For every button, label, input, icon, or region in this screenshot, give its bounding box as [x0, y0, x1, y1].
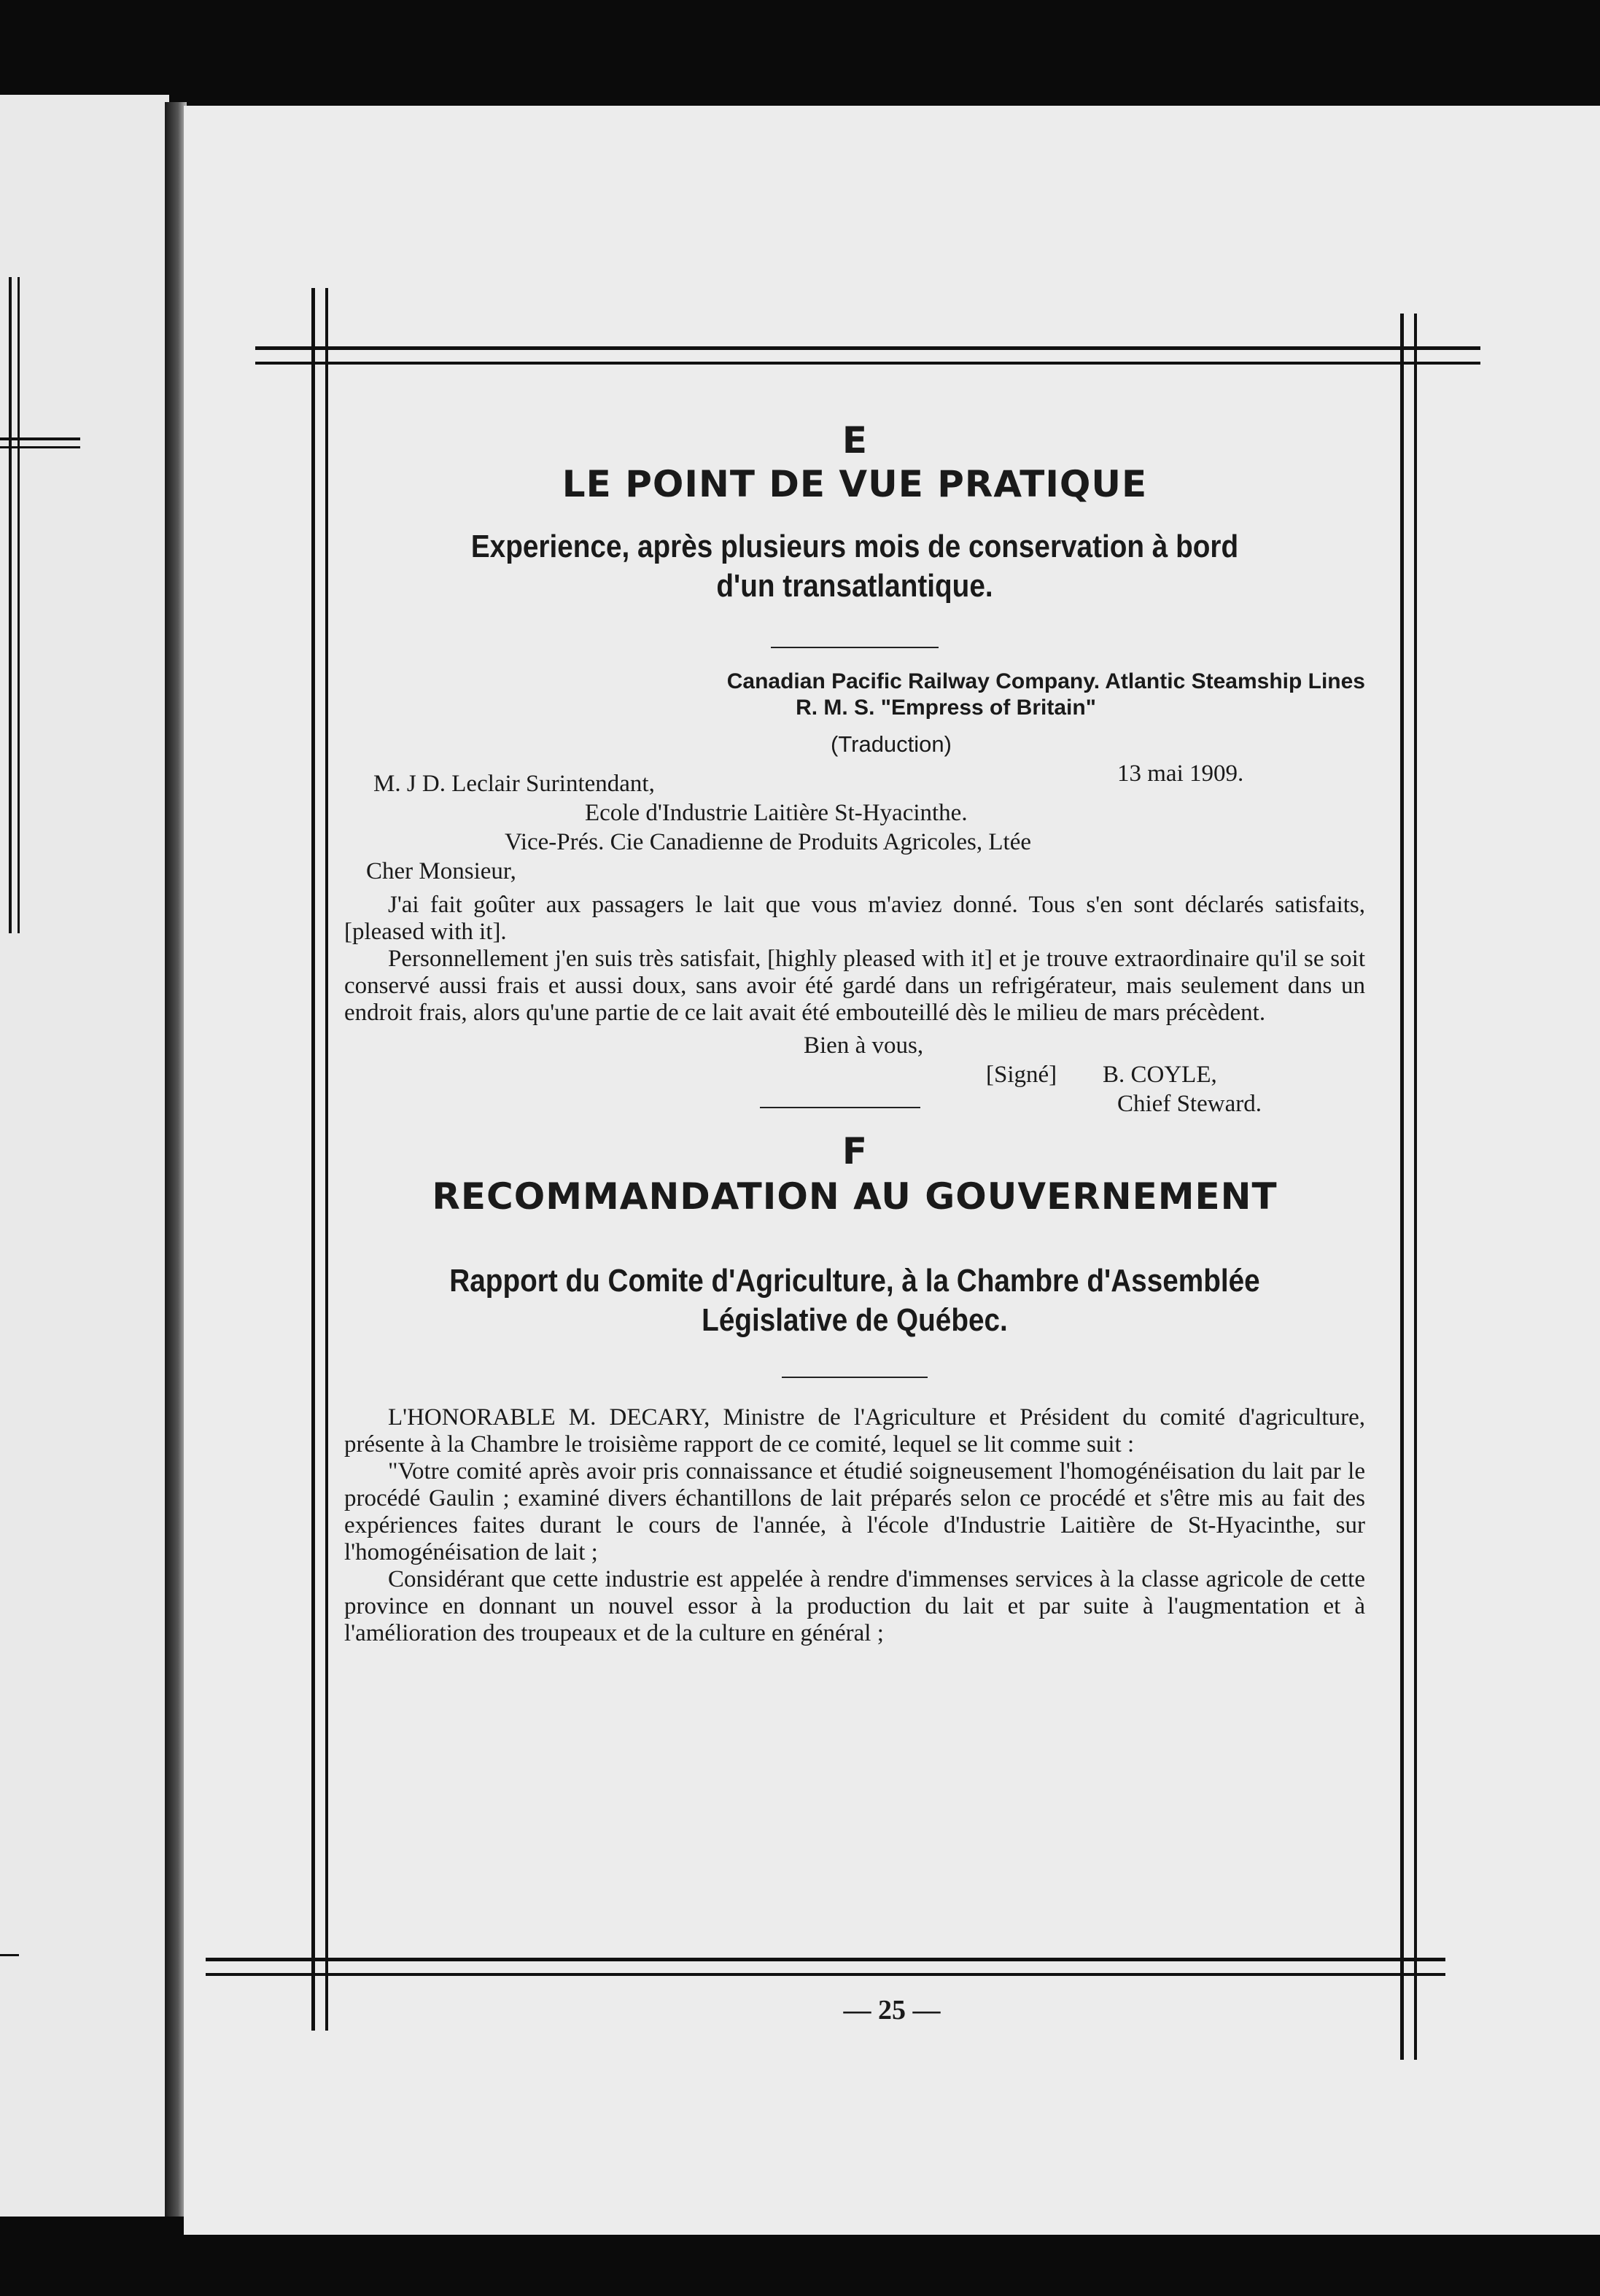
signature-title-row: [344, 1091, 1365, 1120]
letterhead-company: Canadian Pacific Railway Company. Atlantic Steamship Lines: [726, 669, 1365, 693]
letter-paragraph-1: J'ai fait goûter aux passagers le lait que vous m'aviez donné. Tous s'en sont déclarés satisfaits, [pleased with it].: [344, 892, 1365, 945]
signature-row: [344, 1062, 1365, 1091]
report-paragraph-2: "Votre comité après avoir pris connaissance et étudié soigneusement l'homogénéisation du lait par le procédé Gaulin ; examiné divers échantillons de lait préparés selon ce procédé et s'être mis au fait des expériences faites durant le cours de l'année, à l'école d'Industrie Laitière de St-Hyacinthe, sur l'homogénéisation de lait ;: [344, 1458, 1365, 1565]
left-page-border-horizontal-inner: [0, 446, 80, 448]
section-f-subtitle-line1: Rapport du Comite d'Agriculture, à la Chambre d'Assemblée: [449, 1263, 1260, 1299]
recipient-line3: Vice-Prés. Cie Canadienne de Produits Agricoles, Ltée: [505, 829, 1031, 855]
left-page-edge: [0, 95, 169, 2217]
salutation: Cher Monsieur,: [366, 858, 516, 884]
section-e-letter: E: [842, 419, 868, 462]
signature-title: Chief Steward.: [1117, 1091, 1262, 1117]
recipient-row3: [344, 829, 1365, 858]
section-e-subtitle-line2: d'un transatlantique.: [716, 568, 993, 604]
recipient-line1: M. J D. Leclair Surintendant,: [373, 771, 655, 797]
separator: [760, 1107, 920, 1108]
report-paragraph-3: Considérant que cette industrie est appelée à rendre d'immenses services à la classe agricole de cette province en donnant un nouvel essor à la production du lait et par suite à l'augmentation et à l'amélioration des troupeaux et de la culture en général ;: [344, 1566, 1365, 1646]
left-page-border-vertical-inner: [18, 277, 20, 933]
left-page-border-bottom-stub: [0, 1954, 19, 1956]
section-f-subtitle-line2: Législative de Québec.: [702, 1302, 1008, 1338]
signed-label: [Signé]: [986, 1062, 1057, 1088]
frame-left-rule: [311, 288, 328, 2031]
closing-row: [344, 1032, 1365, 1062]
left-page-border-horizontal: [0, 437, 80, 440]
signature-name: B. COYLE,: [1103, 1062, 1217, 1088]
left-page-border-vertical: [9, 277, 12, 933]
salutation-row: [344, 858, 1365, 887]
translation-note: (Traduction): [831, 731, 952, 757]
frame-right-rule: [1400, 314, 1417, 2060]
section-e-title: LE POINT DE VUE PRATIQUE: [562, 463, 1148, 505]
section-e-subtitle-line1: Experience, après plusieurs mois de conservation à bord: [470, 529, 1239, 564]
page-number: — 25 —: [843, 1995, 941, 2025]
letterhead-ship: R. M. S. "Empress of Britain": [796, 696, 1096, 720]
section-f-title: RECOMMANDATION AU GOUVERNEMENT: [432, 1175, 1278, 1218]
letter-paragraph-2: Personnellement j'en suis très satisfait, [highly pleased with it] et je trouve extraordinaire qu'il se soit conservé aussi frais et aussi doux, sans avoir été gardé dans un refrigérateur, mais seulement dans un endroit frais, alors qu'une partie de ce lait avait été embouteillé dès le milieu de mars précèdent.: [344, 946, 1365, 1026]
recipient-line2: Ecole d'Industrie Laitière St-Hyacinthe.: [585, 800, 968, 826]
letter-address-row: [344, 760, 1365, 800]
letter-date: 13 mai 1909.: [1117, 760, 1244, 787]
frame-top-rule: [255, 346, 1480, 365]
recipient-row2: [344, 800, 1365, 829]
page-content: [344, 419, 1365, 1965]
report-paragraph-1: L'HONORABLE M. DECARY, Ministre de l'Agriculture et Président du comité d'agriculture, présente à la Chambre le troisième rapport de ce comité, lequel se lit comme suit :: [344, 1404, 1365, 1458]
letter-closing: Bien à vous,: [804, 1032, 924, 1059]
document-page: [184, 106, 1600, 2235]
section-f-letter: F: [842, 1130, 868, 1172]
